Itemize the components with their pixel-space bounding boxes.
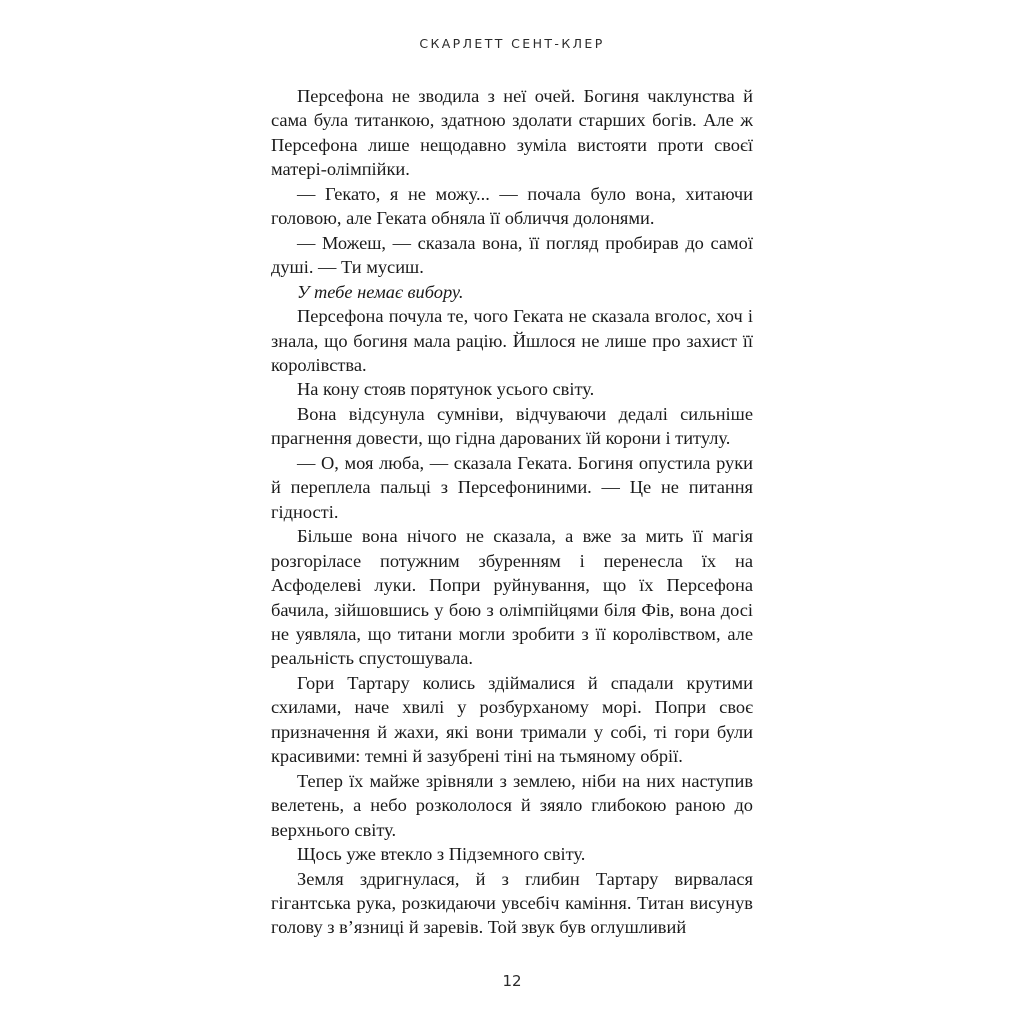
paragraph: Земля здригнулася, й з глибин Тартару вирвалася гігантська рука, розкидаючи увсебіч каміння. Титан висунув голову з в’язниці й заревів. Той звук був оглушливий (271, 868, 753, 938)
paragraph: — Гекато, я не можу... — почала було вона, хитаючи головою, але Геката обняла її обличчя долонями. (271, 183, 753, 229)
paragraph: Гори Тартару колись здіймалися й спадали крутими схилами, наче хвилі у розбурханому морі. Попри своє призначення й жахи, які вони тримали у собі, ті гори були красивими: темні й зазубрені тіні на тьмяному обрії. (271, 672, 753, 767)
paragraph: Щось уже втекло з Підземного світу. (297, 844, 586, 865)
paragraph: Більше вона нічого не сказала, а вже за мить її магія розгоріласе потужним збуренням і перенесла їх на Асфоделеві луки. Попри руйнування, що їх Персефона бачила, зійшовшись у бою з олімпійцями біля Фів, вона досі не уявляла, що титани могли зробити з її королівством, але реальність спустошувала. (271, 526, 753, 669)
running-title: СКАРЛЕТТ СЕНТ-КЛЕР (419, 36, 605, 51)
paragraph: — Можеш, — сказала вона, її погляд пробирав до самої душі. — Ти мусиш. (271, 232, 753, 278)
paragraph: На кону стояв порятунок усього світу. (297, 379, 595, 400)
paragraph: Персефона почула те, чого Геката не сказала вголос, хоч і знала, що богиня мала рацію. Йшлося не лише про захист її королівства. (271, 306, 753, 375)
paragraph: Тепер їх майже зрівняли з землею, ніби на них наступив велетень, а небо розкололося й зяяло глибокою раною до верхнього світу. (271, 770, 753, 840)
paragraph: Персефона не зводила з неї очей. Богиня чаклунства й сама була титанкою, здатною здолати старших богів. Але ж Персефона лише нещодавно зуміла вистояти проти своєї матері-олімпійки. (271, 86, 753, 180)
paragraph: Вона відсунула сумніви, відчуваючи дедалі сильніше прагнення довести, що гідна дарованих їй корони і титулу. (271, 403, 753, 449)
body-text (271, 84, 753, 940)
paragraph-italic: У тебе немає вибору. (297, 281, 464, 302)
page-number: 12 (502, 972, 522, 990)
paragraph: — О, моя люба, — сказала Геката. Богиня опустила руки й переплела пальці з Персефониними. — Це не питання гідності. (271, 452, 753, 522)
